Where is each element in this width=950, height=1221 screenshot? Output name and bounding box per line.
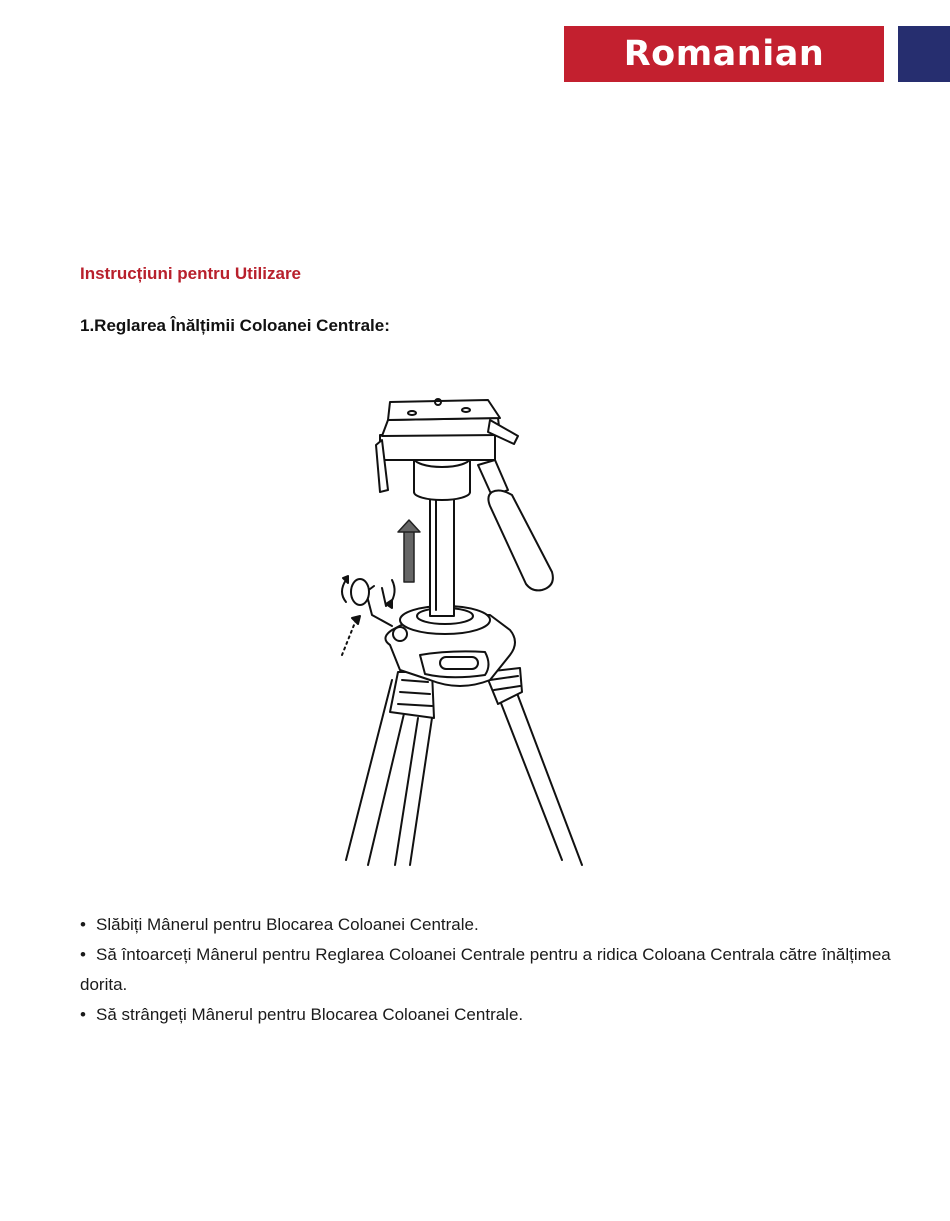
tripod-illustration (320, 380, 610, 870)
language-badge (564, 26, 884, 82)
center-column (430, 490, 454, 616)
instructions-list (80, 910, 920, 1030)
tripod-legs (346, 680, 582, 865)
bullet-icon: • (80, 945, 86, 964)
instruction-text: Să strângeți Mânerul pentru Blocarea Coloanei Centrale. (96, 1005, 524, 1024)
instruction-item (80, 940, 920, 1000)
instruction-item (80, 910, 920, 940)
step-title: 1.Reglarea Înălțimii Coloanei Centrale: (80, 316, 390, 335)
bullet-icon: • (80, 1005, 86, 1024)
instruction-text: Slăbiți Mânerul pentru Blocarea Coloanei Centrale. (96, 915, 479, 934)
language-label: Romanian (623, 34, 825, 74)
dotted-arrow (342, 616, 360, 655)
section-title: Instrucțiuni pentru Utilizare (80, 264, 302, 283)
up-arrow-icon (398, 520, 420, 582)
instruction-text: Să întoarceți Mânerul pentru Reglarea Coloanei Centrale pentru a ridica Coloana Centrala către înălțimea dorita. (80, 945, 891, 994)
page-tab-marker (898, 26, 950, 82)
instruction-item (80, 1000, 920, 1030)
bullet-icon: • (80, 915, 86, 934)
pan-handle (478, 460, 553, 590)
adjustment-crank (351, 579, 407, 641)
